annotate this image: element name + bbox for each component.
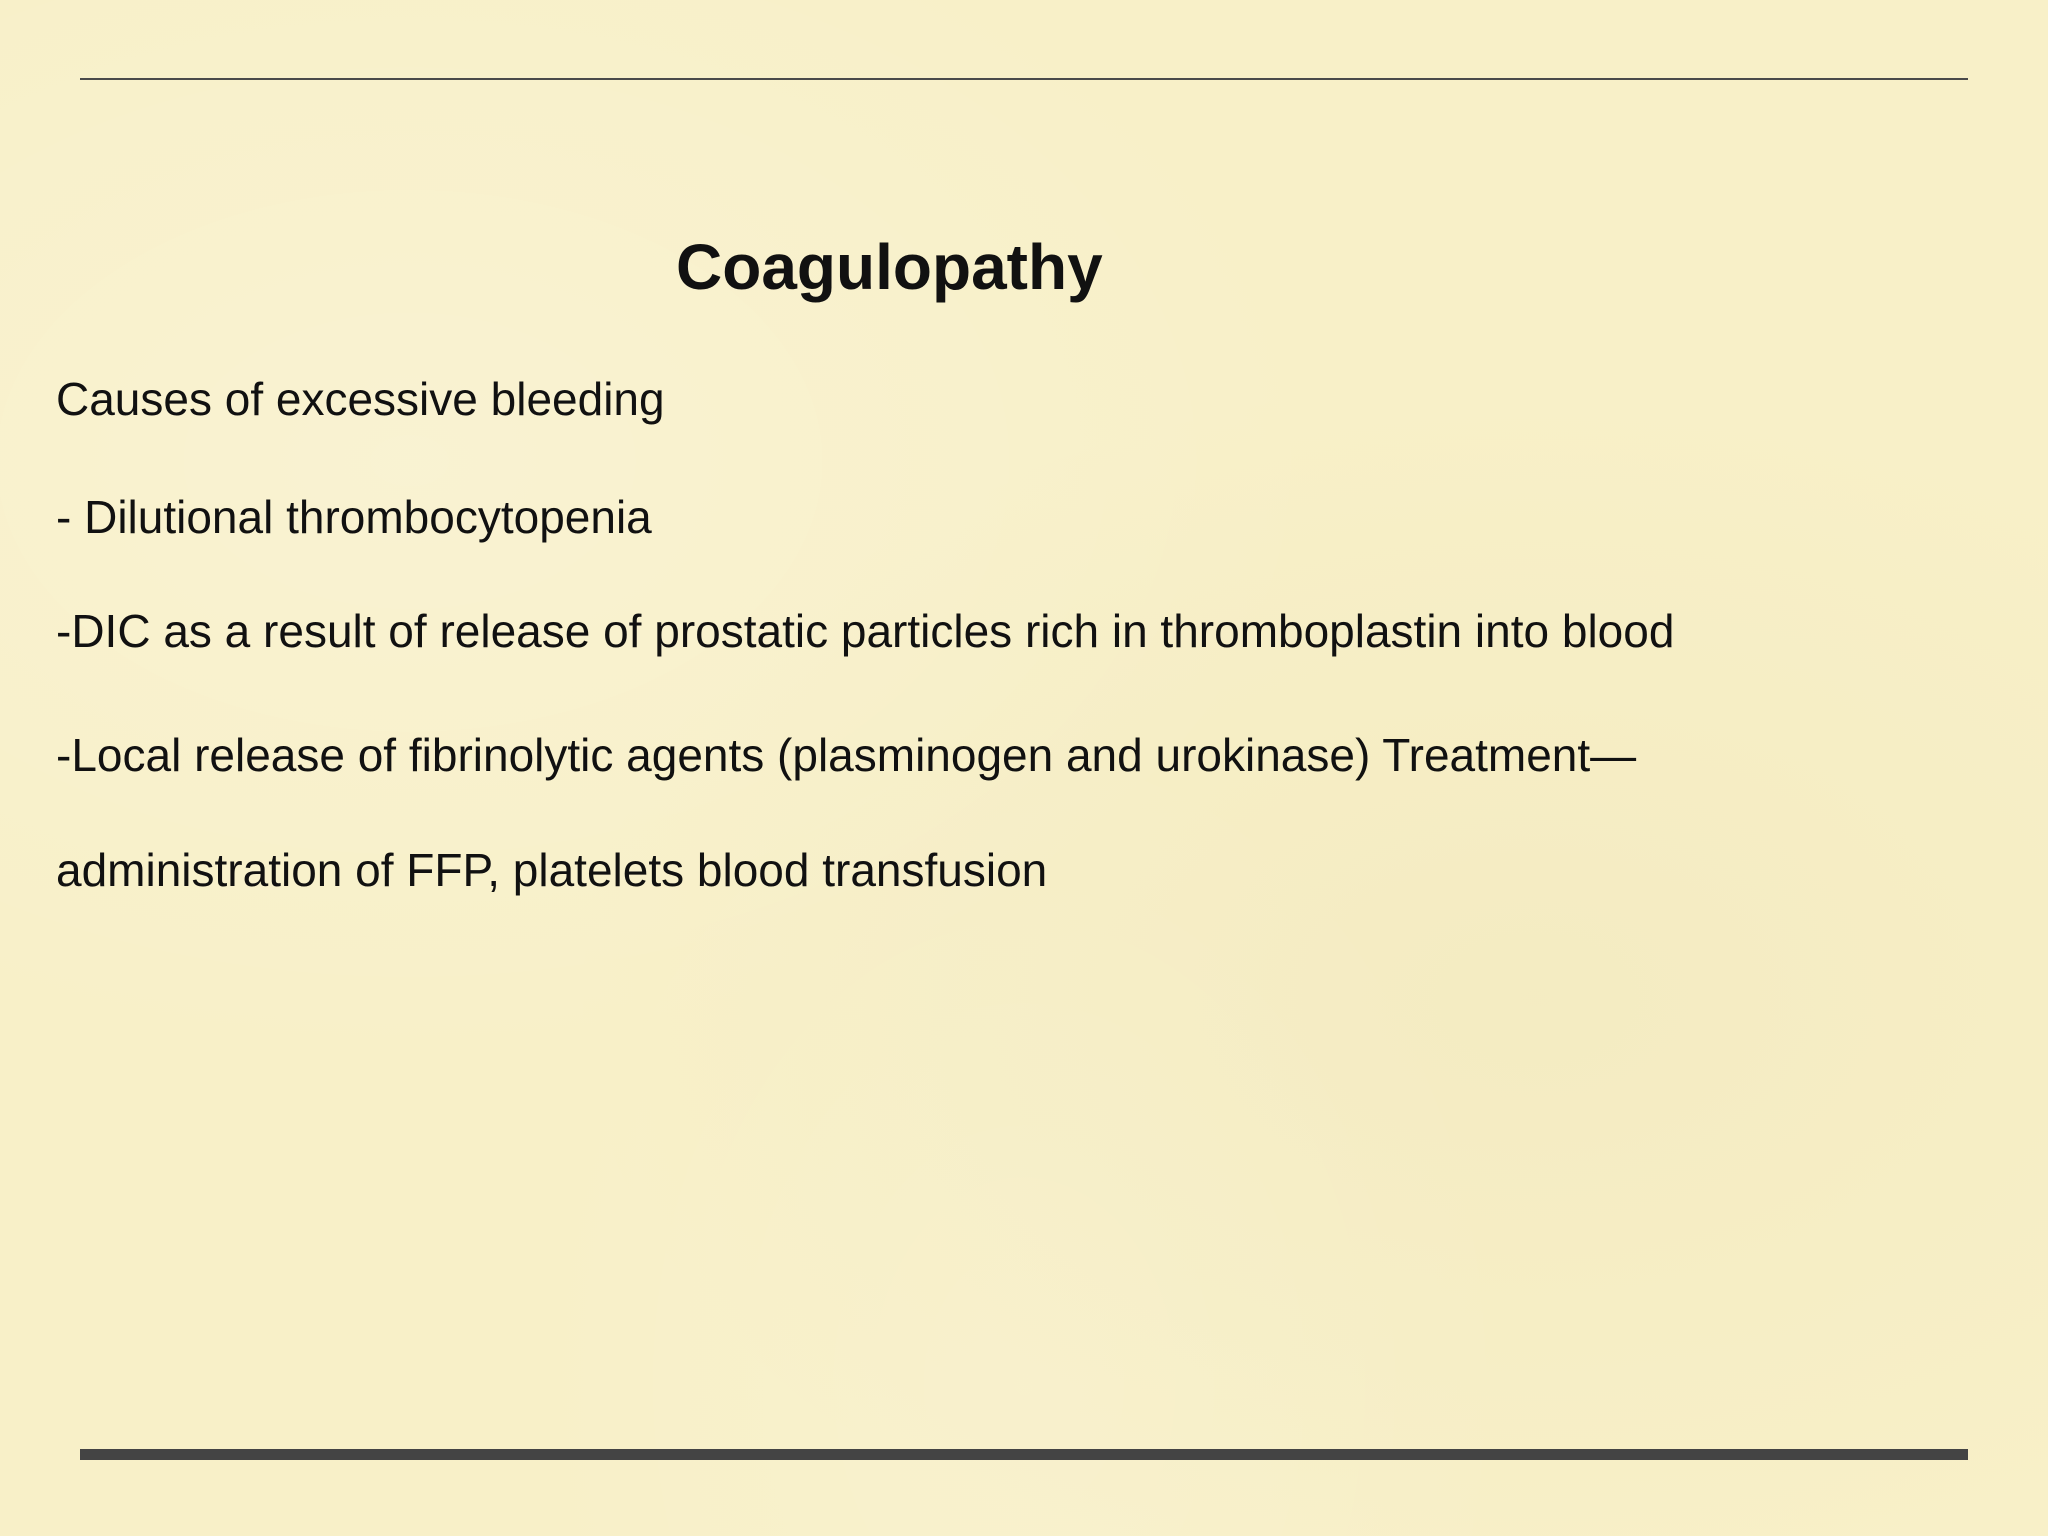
bottom-rule: [80, 1449, 1968, 1460]
body-line-fibrinolytic-agents: -Local release of fibrinolytic agents (plasminogen and urokinase) Treatment—: [56, 729, 1637, 781]
body-line-causes: Causes of excessive bleeding: [56, 373, 665, 425]
body-line-treatment: administration of FFP, platelets blood transfusion: [56, 844, 1048, 896]
top-rule: [80, 78, 1968, 80]
body-line-dic: -DIC as a result of release of prostatic particles rich in thromboplastin into blood: [56, 605, 1675, 657]
body-line-dilutional-thrombocytopenia: - Dilutional thrombocytopenia: [56, 491, 652, 543]
slide-title: Coagulopathy: [676, 231, 1103, 303]
